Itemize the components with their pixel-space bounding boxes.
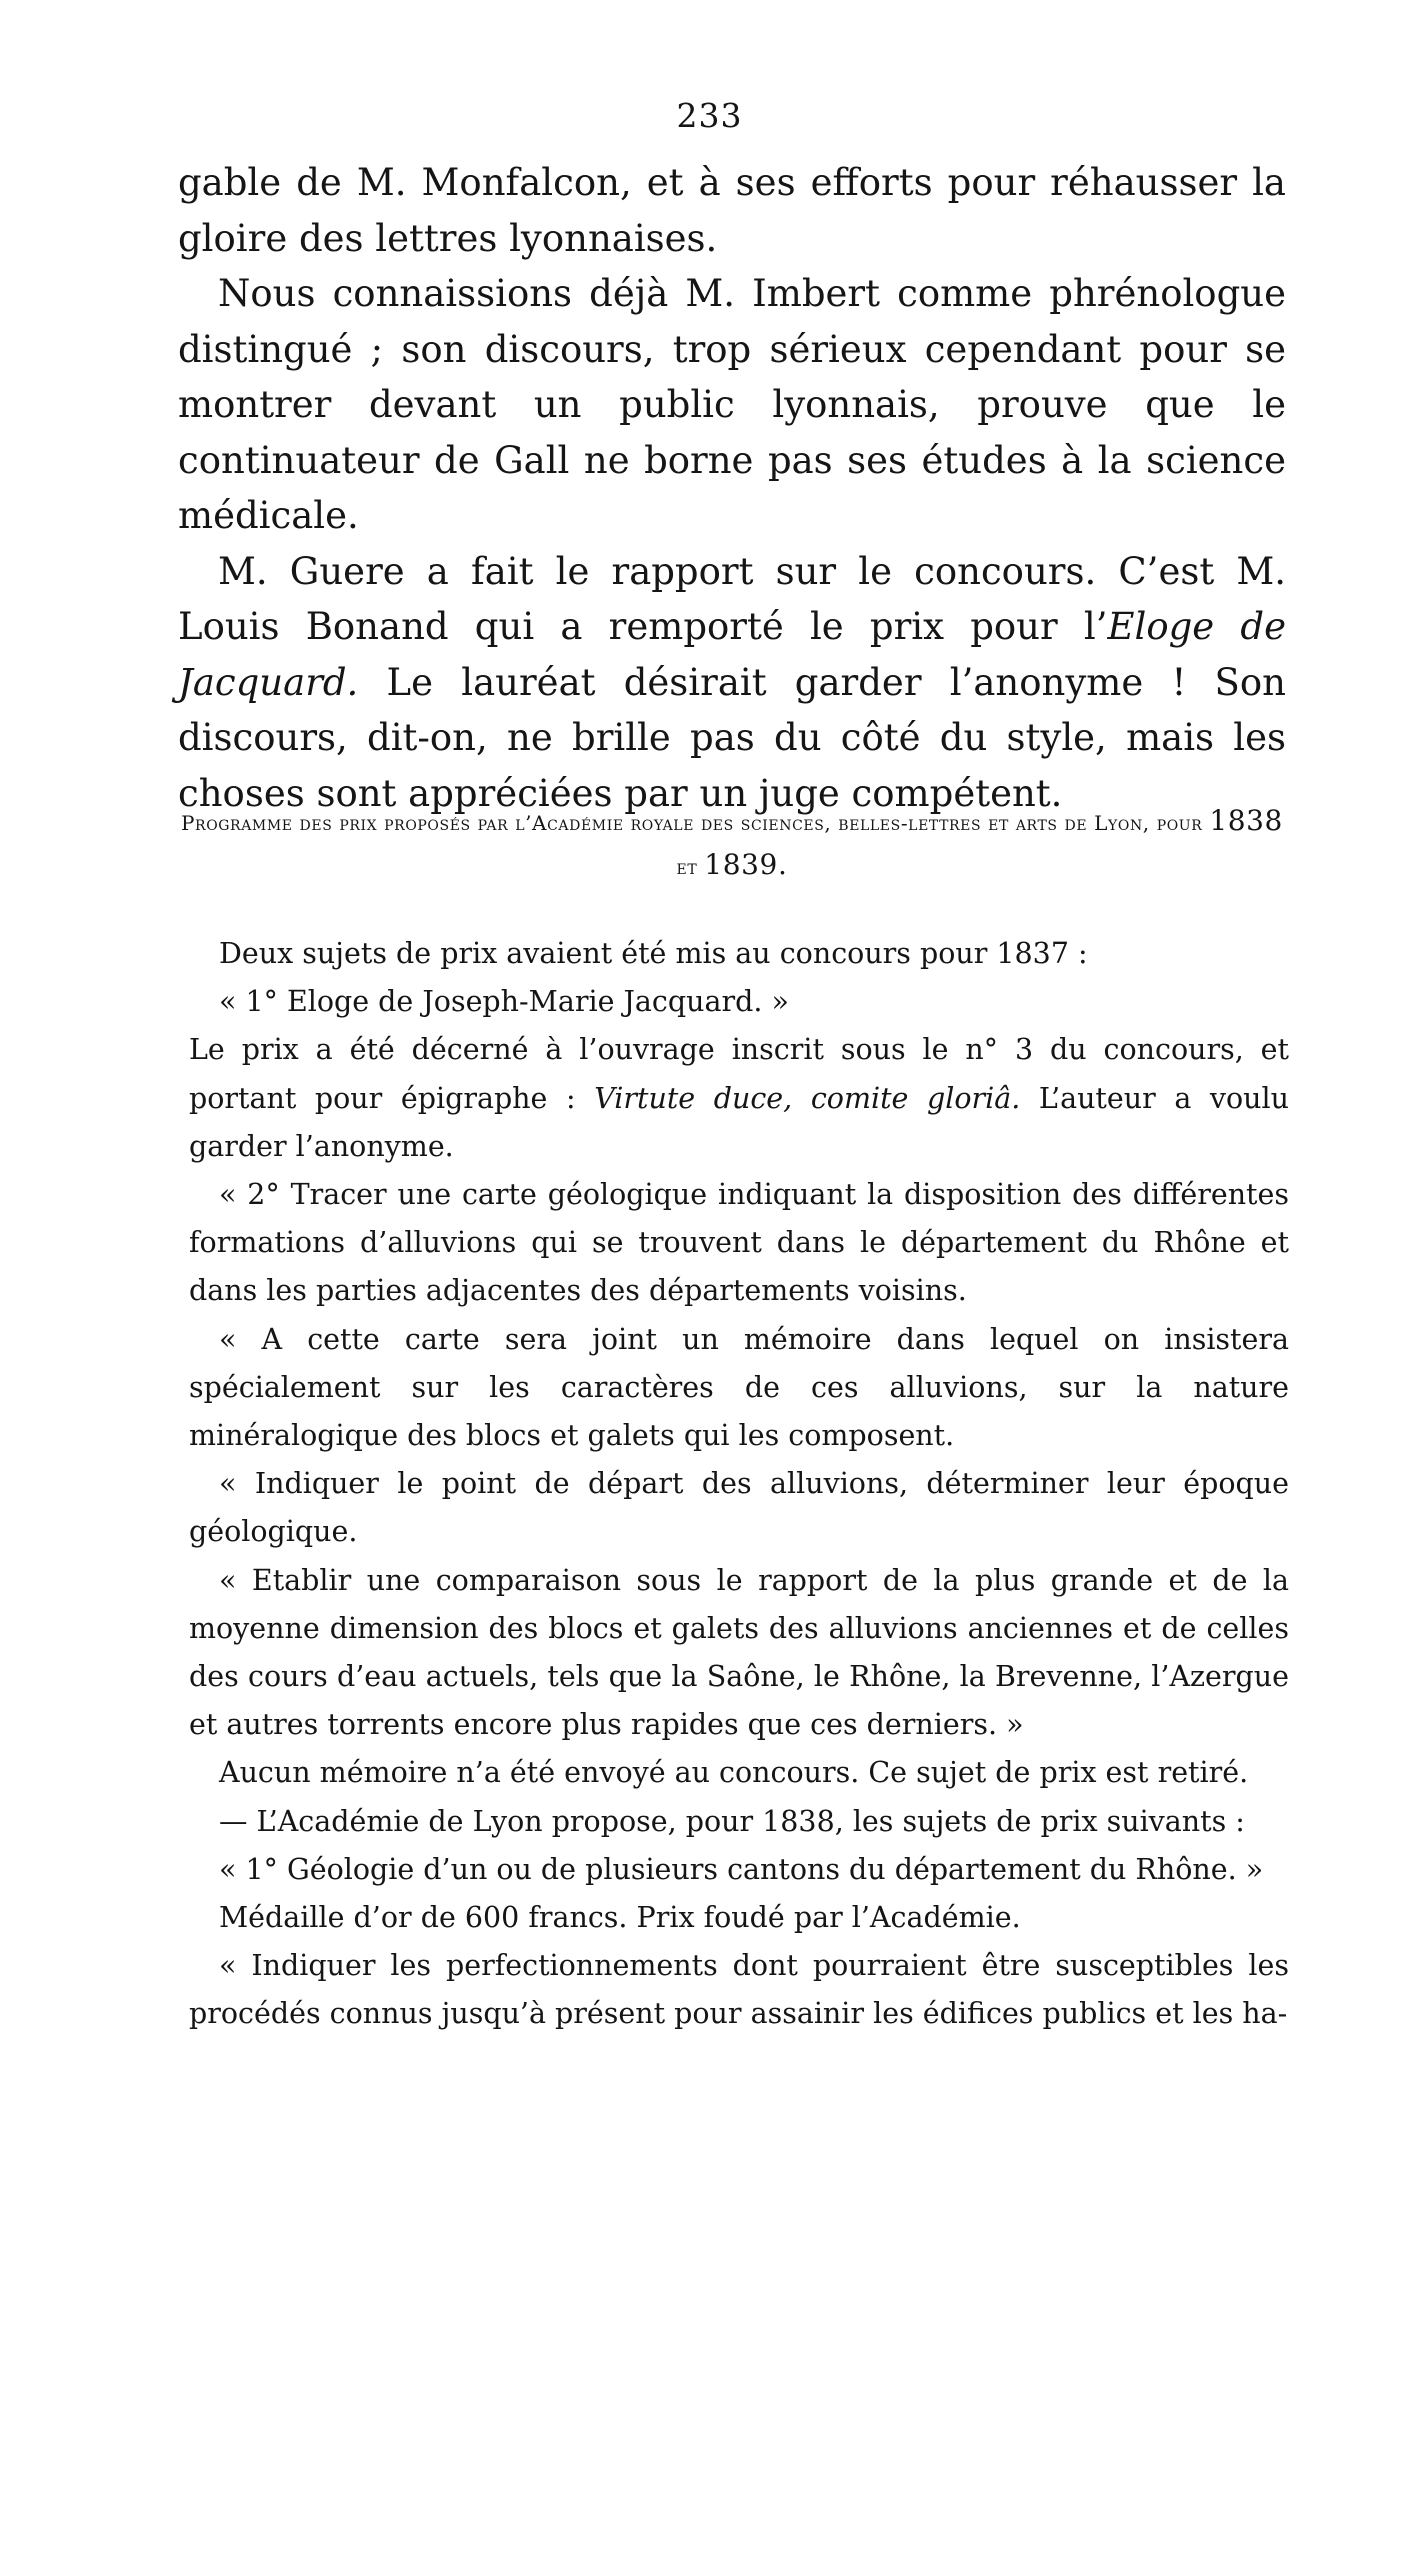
- paragraph-comparison: « Etablir une comparaison sous le rapport de la plus grande et de la moyenne dimension des blocs et galets des alluvions anciennes et de celles des cours d’eau actuels, tels que la Saône, le Rhône, la Brevenne, l’Azergue et autres torrents encore plus rapides que ces derniers. »: [189, 1563, 1289, 1742]
- paragraph-academy-proposes: — L’Académie de Lyon propose, pour 1838, les sujets de prix suivants :: [219, 1804, 1245, 1838]
- epigraph-italic: Virtute duce, comite gloriâ.: [594, 1081, 1021, 1115]
- heading-connector: et: [676, 855, 698, 879]
- paragraph-memoir: « A cette carte sera joint un mémoire dans lequel on insistera spécialement sur les caractères de ces alluvions, sur la nature minéralogique des blocs et galets qui les composent.: [189, 1322, 1289, 1453]
- heading-year-1838: 1838: [1209, 804, 1283, 837]
- paragraph-alluvion-origin: « Indiquer le point de départ des alluvions, déterminer leur époque géologique.: [189, 1467, 1289, 1549]
- guere-text-end: Le lauréat désirait garder l’anonyme ! Son discours, dit-on, ne brille pas du côté du style, mais les choses sont appréciées par un juge compétent.: [178, 660, 1286, 815]
- page-number: 233: [676, 96, 743, 135]
- paragraph-monfalcon: gable de M. Monfalcon, et à ses efforts pour réhausser la gloire des lettres lyonnaises.: [178, 161, 1286, 260]
- paragraph-no-memoir: Aucun mémoire n’a été envoyé au concours. Ce sujet de prix est retiré.: [219, 1756, 1249, 1790]
- paragraph-two-subjects: Deux sujets de prix avaient été mis au concours pour 1837 :: [219, 937, 1088, 970]
- paragraph-improvements: « Indiquer les perfectionnements dont pourraient être susceptibles les procédés connus jusqu’à présent pour assainir les édifices publics et les ha-: [189, 1949, 1289, 2031]
- heading-year-1839: 1839.: [704, 848, 788, 881]
- paragraph-gold-medal: Médaille d’or de 600 francs. Prix foudé par l’Académie.: [219, 1901, 1021, 1935]
- paragraph-prize-awarded: [189, 1026, 1289, 1171]
- paragraph-imbert: Nous connaissions déjà M. Imbert comme phrénologue distingué ; son discours, trop sérieux cependant pour se montrer devant un public lyonnais, prouve que le continuateur de Gall ne borne pas ses études à la science médicale.: [178, 272, 1286, 537]
- paragraph-geological-map: « 2° Tracer une carte géologique indiquant la disposition des différentes formations d’alluvions qui se trouvent dans le département du Rhône et dans les parties adjacentes des départements voisins.: [189, 1178, 1289, 1308]
- eloge-title-italic: Eloge de Jacquard.: [178, 605, 1287, 704]
- section-heading: [178, 800, 1286, 888]
- upper-text-block: [178, 155, 1286, 821]
- prize-text-start: Le prix a été décerné à l’ouvrage inscrit sous le n° 3 du concours, et portant pour épigraphe :: [189, 1033, 1289, 1115]
- paragraph-eloge-jacquard: « 1° Eloge de Joseph-Marie Jacquard. »: [219, 985, 789, 1019]
- paragraph-geology-cantons: « 1° Géologie d’un ou de plusieurs cantons du département du Rhône. »: [219, 1852, 1264, 1886]
- guere-text-start: M. Guere a fait le rapport sur le concours. C’est M. Louis Bonand qui a remporté le prix pour l’: [178, 549, 1286, 648]
- lower-text-block: [189, 930, 1289, 2039]
- heading-text: Programme des prix proposés par l’Académie royale des sciences, belles-lettres et arts de Lyon, pour: [181, 811, 1203, 835]
- prize-text-end: L’auteur a voulu garder l’anonyme.: [189, 1081, 1289, 1163]
- paragraph-guere-report: [178, 544, 1286, 822]
